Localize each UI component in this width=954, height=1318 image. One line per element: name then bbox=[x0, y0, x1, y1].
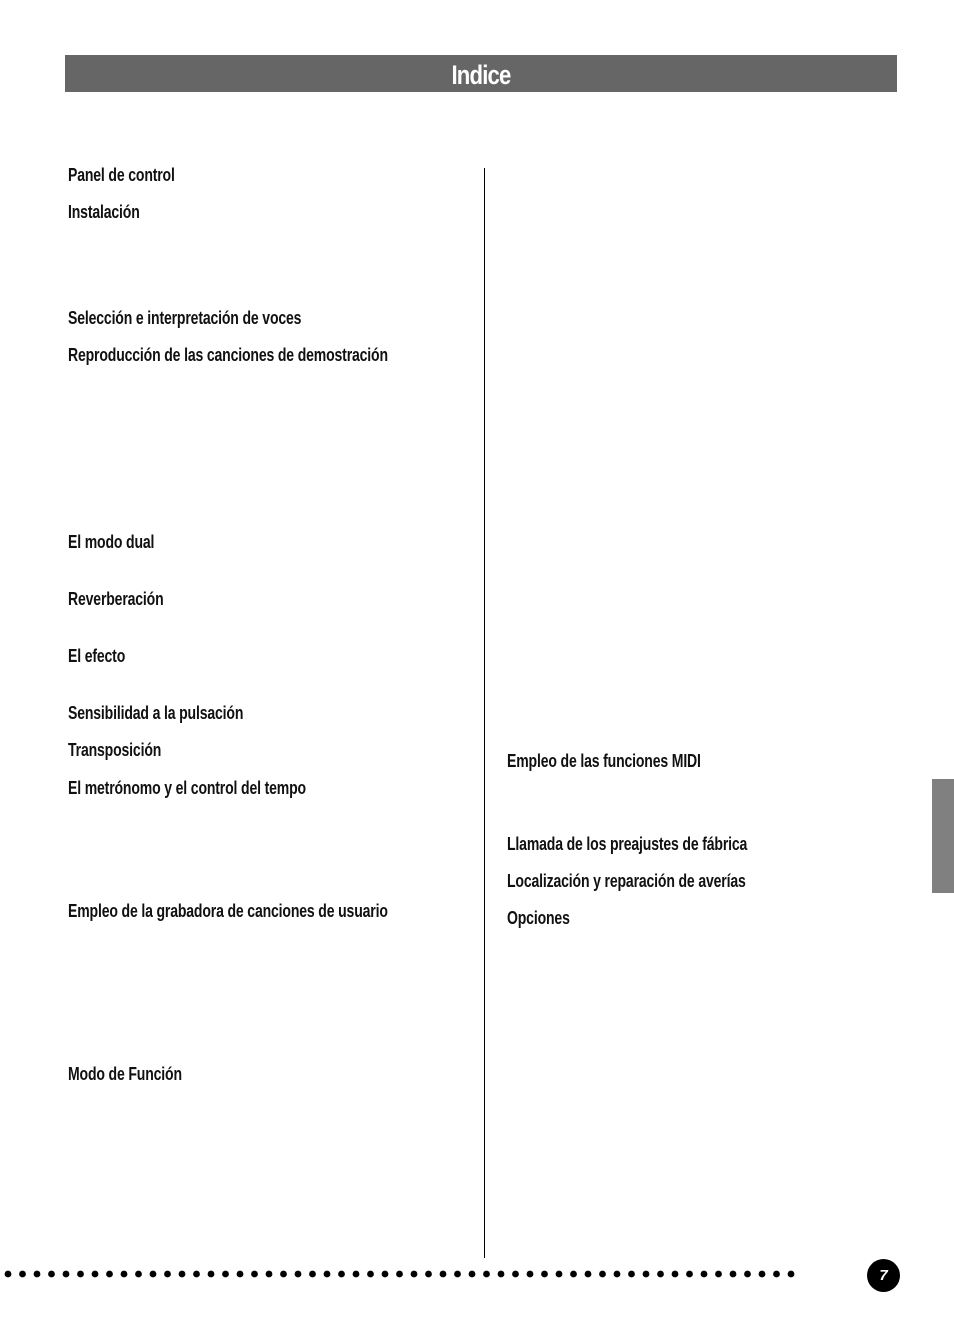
footer-dot bbox=[614, 1271, 621, 1278]
footer-dot bbox=[324, 1271, 331, 1278]
footer-dot bbox=[179, 1271, 186, 1278]
footer-dot bbox=[367, 1271, 374, 1278]
toc-entry-instalacion[interactable]: Instalación bbox=[68, 202, 140, 222]
footer-dot bbox=[295, 1271, 302, 1278]
toc-entry-sensibilidad-pulsacion[interactable]: Sensibilidad a la pulsación bbox=[68, 703, 244, 723]
footer-dot bbox=[686, 1271, 693, 1278]
footer-dot bbox=[556, 1271, 563, 1278]
column-divider bbox=[484, 168, 485, 1258]
footer-dot bbox=[411, 1271, 418, 1278]
toc-entry-opciones[interactable]: Opciones bbox=[507, 908, 570, 928]
footer-dot bbox=[512, 1271, 519, 1278]
footer-dot bbox=[251, 1271, 258, 1278]
toc-entry-metronomo-tempo[interactable]: El metrónomo y el control del tempo bbox=[68, 778, 306, 798]
footer-dot bbox=[730, 1271, 737, 1278]
footer-dot bbox=[469, 1271, 476, 1278]
footer-dot bbox=[382, 1271, 389, 1278]
toc-entry-canciones-demostracion[interactable]: Reproducción de las canciones de demostración bbox=[68, 345, 388, 365]
footer-dot bbox=[193, 1271, 200, 1278]
footer-dot bbox=[599, 1271, 606, 1278]
footer-dot bbox=[701, 1271, 708, 1278]
footer-dot bbox=[672, 1271, 679, 1278]
toc-entry-efecto[interactable]: El efecto bbox=[68, 646, 126, 666]
toc-entry-panel-de-control[interactable]: Panel de control bbox=[68, 165, 175, 185]
toc-entry-transposicion[interactable]: Transposición bbox=[68, 740, 162, 760]
footer-dot bbox=[77, 1271, 84, 1278]
footer-dot bbox=[353, 1271, 360, 1278]
page-number-badge bbox=[867, 1259, 900, 1292]
footer-dot bbox=[396, 1271, 403, 1278]
page-title: Indice bbox=[451, 60, 511, 90]
footer-dot bbox=[788, 1271, 795, 1278]
footer-dot bbox=[208, 1271, 215, 1278]
toc-entry-seleccion-voces[interactable]: Selección e interpretación de voces bbox=[68, 308, 302, 328]
footer-dot bbox=[106, 1271, 113, 1278]
footer-dot bbox=[425, 1271, 432, 1278]
footer-dot bbox=[498, 1271, 505, 1278]
footer-dot-rule bbox=[0, 1268, 812, 1280]
footer-dot bbox=[585, 1271, 592, 1278]
footer-dot bbox=[773, 1271, 780, 1278]
footer-dot bbox=[657, 1271, 664, 1278]
footer-dot bbox=[541, 1271, 548, 1278]
footer-dot bbox=[715, 1271, 722, 1278]
footer-dot bbox=[164, 1271, 171, 1278]
footer-dot bbox=[135, 1271, 142, 1278]
footer-dot bbox=[63, 1271, 70, 1278]
title-bar bbox=[65, 55, 897, 92]
toc-entry-modo-dual[interactable]: El modo dual bbox=[68, 532, 155, 552]
footer-dot bbox=[744, 1271, 751, 1278]
footer-dot bbox=[280, 1271, 287, 1278]
footer-dot bbox=[454, 1271, 461, 1278]
footer-dot bbox=[309, 1271, 316, 1278]
footer-dot bbox=[237, 1271, 244, 1278]
toc-entry-averias[interactable]: Localización y reparación de averías bbox=[507, 871, 746, 891]
toc-entry-reverberacion[interactable]: Reverberación bbox=[68, 589, 164, 609]
footer-dot bbox=[121, 1271, 128, 1278]
footer-dot bbox=[440, 1271, 447, 1278]
footer-dot bbox=[222, 1271, 229, 1278]
footer-dot bbox=[150, 1271, 157, 1278]
footer-dot bbox=[643, 1271, 650, 1278]
footer-dot bbox=[483, 1271, 490, 1278]
toc-entry-preajustes-fabrica[interactable]: Llamada de los preajustes de fábrica bbox=[507, 834, 748, 854]
section-side-tab bbox=[932, 779, 954, 893]
footer-dot bbox=[5, 1271, 12, 1278]
footer-dot bbox=[338, 1271, 345, 1278]
toc-entry-grabadora-canciones[interactable]: Empleo de la grabadora de canciones de usuario bbox=[68, 901, 388, 921]
footer-dot bbox=[48, 1271, 55, 1278]
footer-dot bbox=[759, 1271, 766, 1278]
toc-entry-funciones-midi[interactable]: Empleo de las funciones MIDI bbox=[507, 751, 701, 771]
footer-dot bbox=[628, 1271, 635, 1278]
footer-dot bbox=[527, 1271, 534, 1278]
footer-dot bbox=[92, 1271, 99, 1278]
footer-dot bbox=[570, 1271, 577, 1278]
page-number: 7 bbox=[879, 1267, 888, 1284]
footer-dot bbox=[266, 1271, 273, 1278]
footer-dot bbox=[34, 1271, 41, 1278]
toc-entry-modo-funcion[interactable]: Modo de Función bbox=[68, 1064, 182, 1084]
footer-dot bbox=[19, 1271, 26, 1278]
